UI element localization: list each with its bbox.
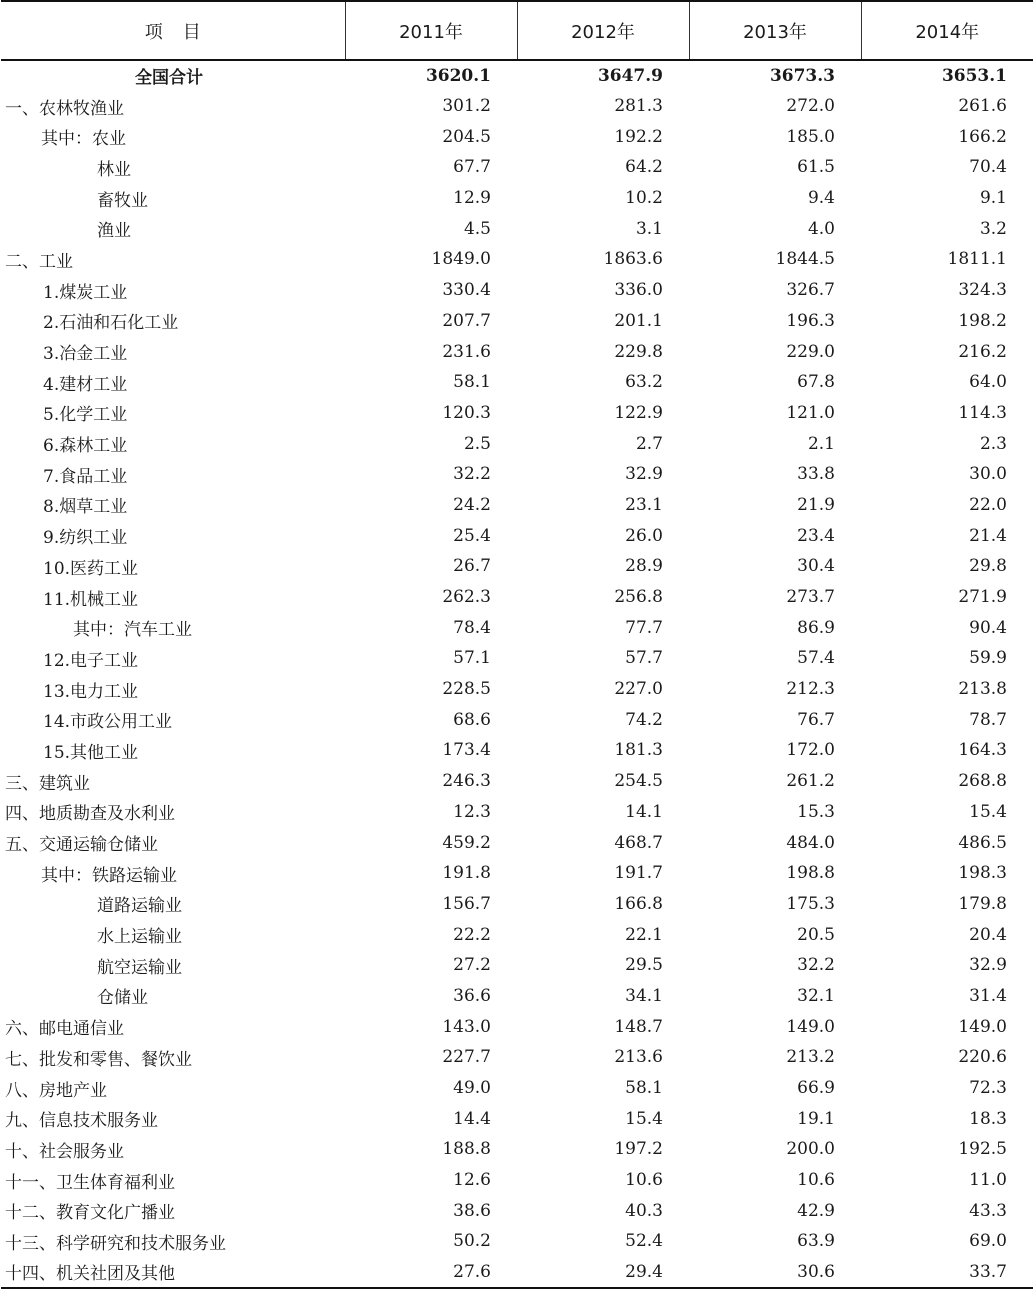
value-cell-2013: 32.2 [797,955,835,976]
value-cell-2014: 21.4 [969,525,1007,546]
table-row [1,981,1033,1012]
row-label: 10.医药工业 [43,558,139,579]
value-cell-2011: 156.7 [442,893,491,914]
value-cell-2013: 57.4 [797,648,835,669]
value-cell-2013: 3673.3 [769,65,835,86]
value-cell-2013: 272.0 [786,96,835,117]
value-cell-2011: 191.8 [442,863,491,884]
value-cell-2013: 86.9 [797,617,835,638]
value-cell-2014: 324.3 [958,280,1007,301]
value-cell-2014: 114.3 [958,402,1007,423]
value-cell-2014: 213.8 [958,679,1007,700]
row-label: 十四、机关社团及其他 [5,1264,175,1285]
value-cell-2012: 227.0 [614,679,663,700]
header-item: 项目 [144,21,221,43]
value-cell-2014: 3.2 [979,218,1007,239]
value-cell-2014: 271.9 [958,587,1007,608]
value-cell-2012: 28.9 [625,556,663,577]
table-row [1,244,1033,275]
value-cell-2012: 213.6 [614,1047,663,1068]
row-label: 其中：农业 [41,129,126,150]
value-cell-2011: 207.7 [442,310,491,331]
value-cell-2011: 4.5 [463,218,491,239]
value-cell-2011: 143.0 [442,1016,491,1037]
row-label: 五、交通运输仓储业 [5,835,158,856]
value-cell-2011: 12.3 [453,801,491,822]
value-cell-2013: 76.7 [797,709,835,730]
value-cell-2013: 196.3 [786,310,835,331]
value-cell-2011: 246.3 [442,771,491,792]
table-row [1,858,1033,889]
value-cell-2012: 22.1 [625,924,663,945]
value-cell-2014: 1811.1 [947,249,1007,270]
table-row [1,520,1033,551]
table-row [1,1073,1033,1104]
value-cell-2013: 2.1 [807,433,835,454]
row-label: 12.电子工业 [43,650,139,671]
value-cell-2014: 261.6 [958,96,1007,117]
value-cell-2013: 172.0 [786,740,835,761]
value-cell-2014: 198.3 [958,863,1007,884]
value-cell-2014: 198.2 [958,310,1007,331]
row-label: 14.市政公用工业 [43,712,173,733]
table-row [1,1257,1033,1288]
value-cell-2012: 77.7 [625,617,663,638]
value-cell-2014: 15.4 [969,801,1007,822]
value-cell-2011: 228.5 [442,679,491,700]
header-year-2012: 2012年 [517,1,689,60]
table-row [1,459,1033,490]
value-cell-2012: 201.1 [614,310,663,331]
value-cell-2013: 10.6 [797,1170,835,1191]
row-label: 航空运输业 [97,957,182,978]
value-cell-2011: 120.3 [442,402,491,423]
table-header [1,1,1033,60]
table-row [1,582,1033,613]
row-label: 畜牧业 [97,190,148,211]
table-row [1,183,1033,214]
value-cell-2013: 15.3 [797,801,835,822]
value-cell-2012: 64.2 [625,157,663,178]
value-cell-2011: 173.4 [442,740,491,761]
value-cell-2011: 25.4 [453,525,491,546]
table-row [1,766,1033,797]
value-cell-2012: 468.7 [614,832,663,853]
row-label: 六、邮电通信业 [5,1019,124,1040]
value-cell-2011: 24.2 [453,494,491,515]
value-cell-2013: 121.0 [786,402,835,423]
value-cell-2012: 166.8 [614,893,663,914]
value-cell-2013: 326.7 [786,280,835,301]
row-label: 4.建材工业 [43,374,128,395]
value-cell-2011: 188.8 [442,1139,491,1160]
value-cell-2011: 22.2 [453,924,491,945]
row-label: 十三、科学研究和技术服务业 [5,1233,226,1254]
value-cell-2012: 15.4 [625,1108,663,1129]
value-cell-2013: 23.4 [797,525,835,546]
value-cell-2011: 36.6 [453,985,491,1006]
row-label: 2.石油和石化工业 [43,313,179,334]
table-row [1,1042,1033,1073]
value-cell-2012: 2.7 [635,433,663,454]
value-cell-2013: 149.0 [786,1016,835,1037]
table-row [1,674,1033,705]
value-cell-2013: 484.0 [786,832,835,853]
value-cell-2014: 31.4 [969,985,1007,1006]
value-cell-2012: 57.7 [625,648,663,669]
table-row [1,121,1033,152]
row-label: 8.烟草工业 [43,497,128,518]
value-cell-2014: 11.0 [969,1170,1007,1191]
value-cell-2011: 12.9 [453,188,491,209]
table-row [1,1011,1033,1042]
value-cell-2012: 281.3 [614,96,663,117]
value-cell-2014: 78.7 [969,709,1007,730]
value-cell-2011: 67.7 [453,157,491,178]
row-label: 7.食品工业 [43,466,128,487]
table-row [1,950,1033,981]
value-cell-2012: 256.8 [614,587,663,608]
table-row [1,735,1033,766]
table-row [1,306,1033,337]
value-cell-2013: 4.0 [807,218,835,239]
value-cell-2012: 10.6 [625,1170,663,1191]
value-cell-2014: 72.3 [969,1078,1007,1099]
table-row [1,152,1033,183]
table-row [1,428,1033,459]
table-row [1,1195,1033,1226]
value-cell-2012: 122.9 [614,402,663,423]
value-cell-2014: 29.8 [969,556,1007,577]
value-cell-2012: 29.4 [625,1261,663,1282]
value-cell-2014: 220.6 [958,1047,1007,1068]
table-row [1,213,1033,244]
value-cell-2013: 32.1 [797,985,835,1006]
row-label: 十、社会服务业 [5,1141,124,1162]
value-cell-2012: 192.2 [614,126,663,147]
table-row [1,275,1033,306]
value-cell-2014: 70.4 [969,157,1007,178]
value-cell-2011: 32.2 [453,464,491,485]
row-label: 二、工业 [5,251,73,272]
value-cell-2014: 179.8 [958,893,1007,914]
row-label: 一、农林牧渔业 [5,98,124,119]
value-cell-2014: 22.0 [969,494,1007,515]
row-label: 5.化学工业 [43,405,128,426]
value-cell-2013: 42.9 [797,1200,835,1221]
value-cell-2013: 20.5 [797,924,835,945]
value-cell-2012: 14.1 [625,801,663,822]
value-cell-2012: 29.5 [625,955,663,976]
value-cell-2012: 10.2 [625,188,663,209]
value-cell-2011: 38.6 [453,1200,491,1221]
value-cell-2011: 3620.1 [425,65,491,86]
header-year-2014: 2014年 [861,1,1033,60]
header-row [1,1,1033,60]
value-cell-2014: 9.1 [979,188,1007,209]
value-cell-2012: 336.0 [614,280,663,301]
row-label: 水上运输业 [97,927,182,948]
value-cell-2011: 204.5 [442,126,491,147]
value-cell-2012: 63.2 [625,372,663,393]
total-row [1,60,1033,91]
value-cell-2011: 27.6 [453,1261,491,1282]
value-cell-2012: 74.2 [625,709,663,730]
table-row [1,797,1033,828]
value-cell-2013: 198.8 [786,863,835,884]
row-label: 仓储业 [97,988,148,1009]
row-label: 3.冶金工业 [43,344,128,365]
value-cell-2013: 67.8 [797,372,835,393]
value-cell-2013: 261.2 [786,771,835,792]
value-cell-2012: 26.0 [625,525,663,546]
value-cell-2014: 166.2 [958,126,1007,147]
value-cell-2013: 63.9 [797,1231,835,1252]
value-cell-2011: 1849.0 [431,249,491,270]
value-cell-2014: 43.3 [969,1200,1007,1221]
value-cell-2013: 185.0 [786,126,835,147]
value-cell-2012: 197.2 [614,1139,663,1160]
row-label: 八、房地产业 [5,1080,107,1101]
value-cell-2013: 61.5 [797,157,835,178]
value-cell-2013: 30.6 [797,1261,835,1282]
value-cell-2012: 3.1 [635,218,663,239]
table-row [1,1103,1033,1134]
row-label: 七、批发和零售、餐饮业 [5,1049,192,1070]
row-label: 其中：铁路运输业 [41,865,177,886]
value-cell-2012: 229.8 [614,341,663,362]
value-cell-2014: 64.0 [969,372,1007,393]
value-cell-2012: 1863.6 [603,249,663,270]
row-label: 9.纺织工业 [43,528,128,549]
value-cell-2013: 30.4 [797,556,835,577]
row-label: 林业 [97,159,131,180]
row-label: 三、建筑业 [5,773,90,794]
value-cell-2014: 69.0 [969,1231,1007,1252]
value-cell-2012: 3647.9 [597,65,663,86]
value-cell-2013: 200.0 [786,1139,835,1160]
table-row [1,1226,1033,1257]
table-row [1,398,1033,429]
table-row [1,889,1033,920]
value-cell-2013: 175.3 [786,893,835,914]
table-row [1,827,1033,858]
value-cell-2014: 20.4 [969,924,1007,945]
value-cell-2011: 57.1 [453,648,491,669]
value-cell-2011: 301.2 [442,96,491,117]
table-row [1,704,1033,735]
table-row [1,490,1033,521]
value-cell-2014: 486.5 [958,832,1007,853]
value-cell-2011: 459.2 [442,832,491,853]
value-cell-2013: 213.2 [786,1047,835,1068]
value-cell-2014: 216.2 [958,341,1007,362]
value-cell-2014: 268.8 [958,771,1007,792]
statistics-table [1,0,1033,1289]
table-body [1,60,1033,1288]
value-cell-2014: 90.4 [969,617,1007,638]
table-row [1,551,1033,582]
table-row [1,612,1033,643]
value-cell-2011: 12.6 [453,1170,491,1191]
row-label: 6.森林工业 [43,436,128,457]
table-row [1,336,1033,367]
value-cell-2014: 164.3 [958,740,1007,761]
value-cell-2011: 227.7 [442,1047,491,1068]
value-cell-2012: 191.7 [614,863,663,884]
value-cell-2011: 58.1 [453,372,491,393]
value-cell-2011: 262.3 [442,587,491,608]
value-cell-2011: 68.6 [453,709,491,730]
table-row [1,367,1033,398]
row-label: 1.煤炭工业 [43,282,128,303]
value-cell-2012: 40.3 [625,1200,663,1221]
row-label: 全国合计 [135,68,203,89]
value-cell-2014: 30.0 [969,464,1007,485]
value-cell-2014: 18.3 [969,1108,1007,1129]
row-label: 15.其他工业 [43,742,139,763]
value-cell-2011: 49.0 [453,1078,491,1099]
row-label: 十二、教育文化广播业 [5,1203,175,1224]
value-cell-2012: 181.3 [614,740,663,761]
row-label: 四、地质勘查及水利业 [5,804,175,825]
value-cell-2013: 33.8 [797,464,835,485]
value-cell-2011: 14.4 [453,1108,491,1129]
row-label: 11.机械工业 [43,589,139,610]
row-label: 九、信息技术服务业 [5,1111,158,1132]
header-year-2011: 2011年 [345,1,517,60]
value-cell-2014: 149.0 [958,1016,1007,1037]
table-row [1,1134,1033,1165]
value-cell-2012: 23.1 [625,494,663,515]
value-cell-2012: 58.1 [625,1078,663,1099]
row-label: 渔业 [97,221,131,242]
value-cell-2013: 21.9 [797,494,835,515]
value-cell-2013: 19.1 [797,1108,835,1129]
row-label: 其中：汽车工业 [73,620,192,641]
value-cell-2011: 78.4 [453,617,491,638]
value-cell-2014: 33.7 [969,1261,1007,1282]
value-cell-2011: 27.2 [453,955,491,976]
value-cell-2012: 52.4 [625,1231,663,1252]
value-cell-2013: 273.7 [786,587,835,608]
table-row [1,919,1033,950]
value-cell-2011: 26.7 [453,556,491,577]
row-label: 13.电力工业 [43,681,139,702]
row-label: 十一、卫生体育福利业 [5,1172,175,1193]
value-cell-2014: 2.3 [979,433,1007,454]
row-label: 道路运输业 [97,896,182,917]
table-row [1,91,1033,122]
value-cell-2012: 254.5 [614,771,663,792]
table-row [1,643,1033,674]
value-cell-2014: 32.9 [969,955,1007,976]
value-cell-2013: 66.9 [797,1078,835,1099]
value-cell-2011: 330.4 [442,280,491,301]
value-cell-2013: 212.3 [786,679,835,700]
value-cell-2012: 148.7 [614,1016,663,1037]
value-cell-2014: 192.5 [958,1139,1007,1160]
value-cell-2011: 2.5 [463,433,491,454]
value-cell-2013: 9.4 [807,188,835,209]
value-cell-2011: 231.6 [442,341,491,362]
header-year-2013: 2013年 [689,1,861,60]
value-cell-2012: 34.1 [625,985,663,1006]
value-cell-2013: 1844.5 [775,249,835,270]
value-cell-2014: 3653.1 [941,65,1007,86]
value-cell-2013: 229.0 [786,341,835,362]
value-cell-2011: 50.2 [453,1231,491,1252]
value-cell-2012: 32.9 [625,464,663,485]
value-cell-2014: 59.9 [969,648,1007,669]
table-row [1,1165,1033,1196]
